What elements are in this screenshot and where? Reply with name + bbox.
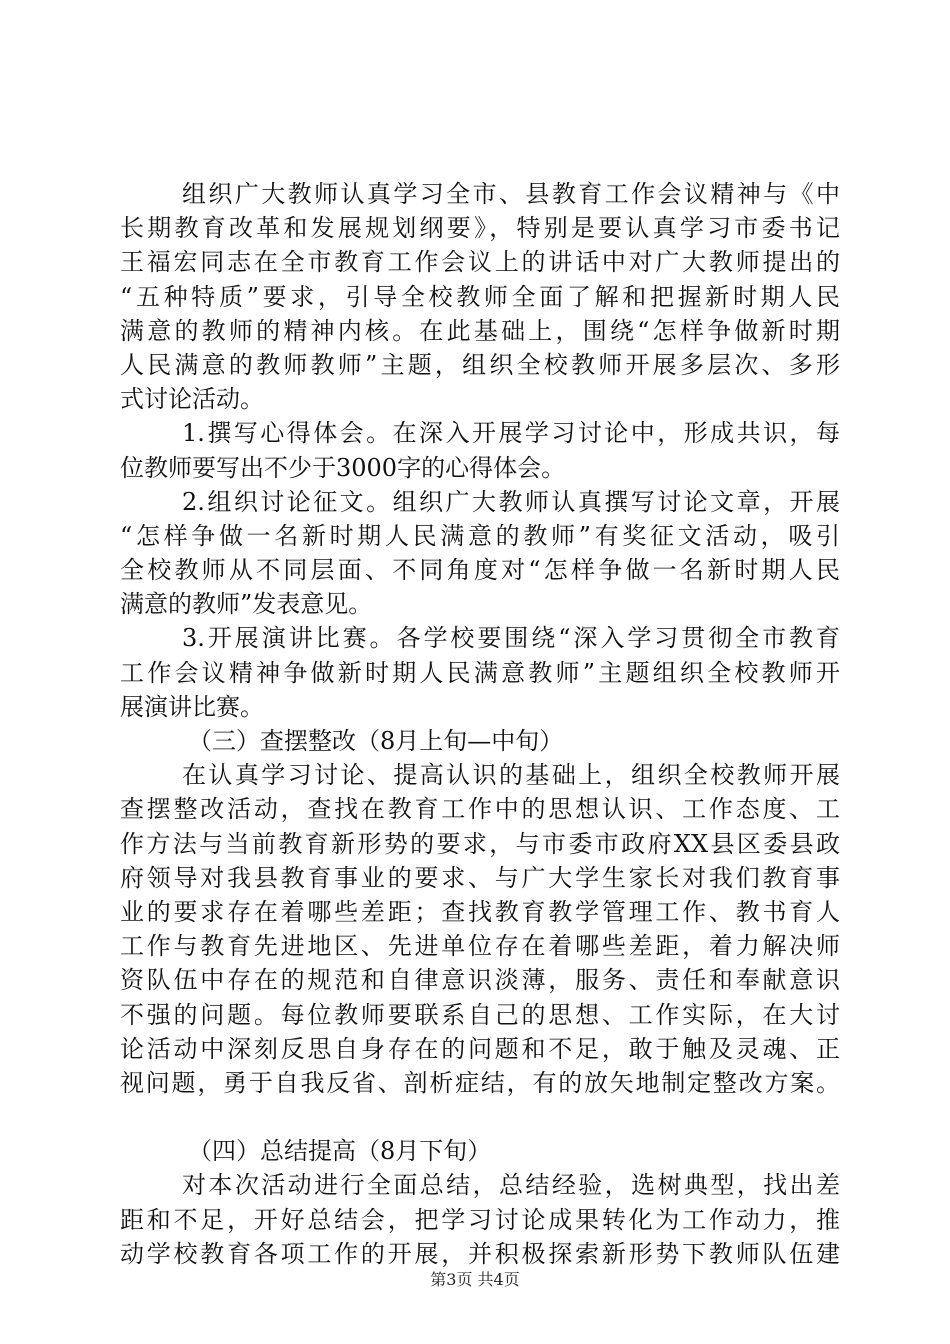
text-line: 府领导对我县教育事业的要求、与广大学生家长对我们教育事 (120, 863, 840, 892)
section-heading: （三）查摆整改（8月上旬—中旬） (188, 727, 564, 755)
text-line: 满意的教师”发表意见。 (120, 590, 373, 619)
text-line: 查摆整改活动，查找在教育工作中的思想认识、工作态度、工 (120, 795, 840, 824)
text-line: 工作会议精神争做新时期人民满意教师”主题组织全校教师开 (120, 658, 840, 687)
document-body (120, 177, 840, 1271)
text-line: 资队伍中存在的规范和自律意识淡薄，服务、责任和奉献意识 (120, 966, 840, 995)
text-line: 动学校教育各项工作的开展，并积极探索新形势下教师队伍建 (120, 1239, 840, 1268)
text-line: 工作与教育先进地区、先进单位存在着哪些差距，着力解决师 (120, 932, 840, 961)
blank-line (120, 1100, 840, 1134)
text-line: 展演讲比赛。 (120, 692, 264, 721)
text-line: 组织广大教师认真学习全市、县教育工作会议精神与《中 (182, 180, 840, 208)
text-line: 不强的问题。每位教师要联系自己的思想、工作实际，在大讨 (120, 1000, 840, 1029)
text-line: 业的要求存在着哪些差距；查找教育教学管理工作、教书育人 (120, 897, 840, 926)
text-line: “怎样争做一名新时期人民满意的教师”有奖征文活动，吸引 (120, 521, 840, 550)
text-line: 王福宏同志在全市教育工作会议上的讲话中对广大教师提出的 (120, 248, 840, 277)
text-line: 视问题，勇于自我反省、剖析症结，有的放矢地制定整改方案。 (120, 1068, 840, 1097)
section-heading: （四）总结提高（8月下旬） (188, 1137, 492, 1166)
text-line: 2.组织讨论征文。组织广大教师认真撰写讨论文章，开展 (182, 487, 840, 516)
text-line: 满意的教师的精神内核。在此基础上，围绕“怎样争做新时期 (120, 316, 840, 345)
page-footer: 第3页 共4页 (430, 1270, 520, 1289)
text-line: 人民满意的教师教师”主题，组织全校教师开展多层次、多形 (120, 350, 840, 379)
text-line: 1.撰写心得体会。在深入开展学习讨论中，形成共识，每 (182, 419, 840, 448)
text-line: 距和不足，开好总结会，把学习讨论成果转化为工作动力，推 (120, 1205, 840, 1234)
text-line: 长期教育改革和发展规划纲要》，特别是要认真学习市委书记 (120, 214, 840, 243)
text-line: 3.开展演讲比赛。各学校要围绕“深入学习贯彻全市教育 (182, 624, 840, 653)
text-line: “五种特质”要求，引导全校教师全面了解和把握新时期人民 (120, 282, 840, 311)
text-line: 位教师要写出不少于3000字的心得体会。 (120, 453, 566, 482)
text-line: 对本次活动进行全面总结，总结经验，选树典型，找出差 (182, 1171, 840, 1200)
text-line: 式讨论活动。 (120, 385, 264, 414)
text-line: 作方法与当前教育新形势的要求，与市委市政府XX县区委县政 (120, 829, 840, 858)
text-line: 全校教师从不同层面、不同角度对“怎样争做一名新时期人民 (120, 556, 840, 585)
text-line: 论活动中深刻反思自身存在的问题和不足，敢于触及灵魂、正 (120, 1034, 840, 1063)
text-line: 在认真学习讨论、提高认识的基础上，组织全校教师开展 (182, 761, 840, 790)
